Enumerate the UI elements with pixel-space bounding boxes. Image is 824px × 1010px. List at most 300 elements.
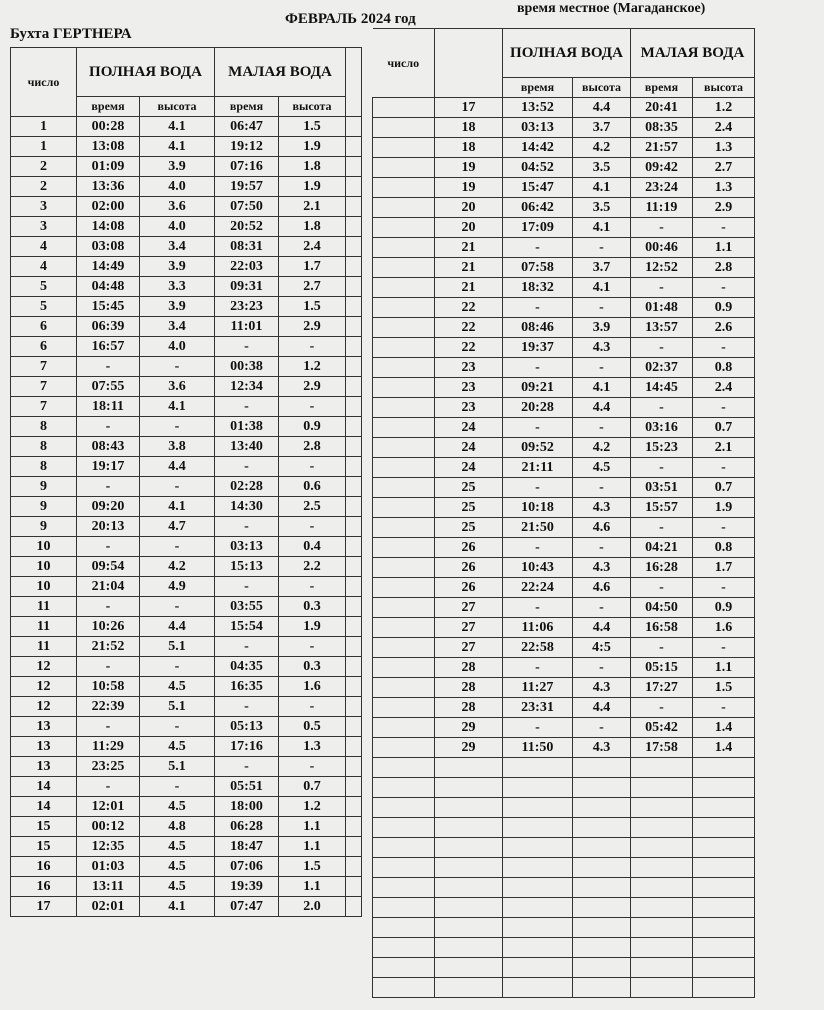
day-cell: 26 xyxy=(435,538,503,558)
high-height-cell: 3.9 xyxy=(573,318,631,338)
empty-cell xyxy=(373,278,435,298)
empty-cell xyxy=(346,197,362,217)
empty-cell xyxy=(373,658,435,678)
empty-cell xyxy=(346,457,362,477)
high-time-cell: 13:08 xyxy=(77,137,140,157)
low-height-cell: 1.1 xyxy=(279,877,346,897)
high-height-cell: 4.1 xyxy=(140,117,215,137)
low-time-cell: - xyxy=(631,518,693,538)
table-row xyxy=(373,338,755,358)
high-time-cell: 07:55 xyxy=(77,377,140,397)
day-cell: 21 xyxy=(435,258,503,278)
high-height-cell: 4.1 xyxy=(140,497,215,517)
table-row xyxy=(11,577,362,597)
high-height-cell: - xyxy=(573,718,631,738)
high-height-cell: - xyxy=(140,657,215,677)
low-time-cell: - xyxy=(215,517,279,537)
low-time-cell: 11:01 xyxy=(215,317,279,337)
low-height-cell: 1.8 xyxy=(279,217,346,237)
empty-cell xyxy=(573,858,631,878)
empty-cell xyxy=(373,878,435,898)
high-time-cell: 08:46 xyxy=(503,318,573,338)
high-height-cell: - xyxy=(140,717,215,737)
high-height-cell: 3.4 xyxy=(140,317,215,337)
high-height-cell: - xyxy=(573,418,631,438)
high-time-cell: 06:39 xyxy=(77,317,140,337)
low-time-cell: 06:47 xyxy=(215,117,279,137)
high-time-cell: 01:03 xyxy=(77,857,140,877)
empty-cell xyxy=(693,758,755,778)
table-row xyxy=(11,797,362,817)
low-height-cell: 1.7 xyxy=(279,257,346,277)
empty-cell xyxy=(693,838,755,858)
empty-cell xyxy=(373,798,435,818)
low-time-cell: 04:35 xyxy=(215,657,279,677)
empty-cell xyxy=(573,958,631,978)
high-height-cell: - xyxy=(140,357,215,377)
low-height-cell: 2.2 xyxy=(279,557,346,577)
day-cell: 22 xyxy=(435,338,503,358)
day-cell: 4 xyxy=(11,257,77,277)
empty-cell xyxy=(573,818,631,838)
high-time-cell: 21:50 xyxy=(503,518,573,538)
day-cell: 10 xyxy=(11,537,77,557)
low-height-cell: - xyxy=(693,698,755,718)
high-time-cell: - xyxy=(503,478,573,498)
low-height-cell: 1.3 xyxy=(693,178,755,198)
empty-cell xyxy=(346,597,362,617)
high-time-cell: 21:52 xyxy=(77,637,140,657)
empty-cell xyxy=(373,558,435,578)
high-height-cell: 3.3 xyxy=(140,277,215,297)
table-row xyxy=(373,638,755,658)
day-cell: 21 xyxy=(435,238,503,258)
day-cell: 2 xyxy=(11,157,77,177)
table-row xyxy=(373,378,755,398)
empty-cell xyxy=(346,897,362,917)
table-row xyxy=(373,658,755,678)
high-time-cell: 11:29 xyxy=(77,737,140,757)
empty-cell xyxy=(693,978,755,998)
high-time-cell: 15:47 xyxy=(503,178,573,198)
high-time-cell: 22:58 xyxy=(503,638,573,658)
day-cell: 26 xyxy=(435,558,503,578)
empty-cell xyxy=(435,838,503,858)
empty-cell xyxy=(346,337,362,357)
low-time-cell: 20:52 xyxy=(215,217,279,237)
high-height-cell: 4.3 xyxy=(573,558,631,578)
low-time-cell: 22:03 xyxy=(215,257,279,277)
low-time-cell: 23:23 xyxy=(215,297,279,317)
day-cell: 24 xyxy=(435,418,503,438)
table-row xyxy=(373,358,755,378)
empty-cell xyxy=(373,318,435,338)
table-row xyxy=(373,758,755,778)
low-height-cell: 0.8 xyxy=(693,538,755,558)
low-time-cell: - xyxy=(631,398,693,418)
table-row xyxy=(11,817,362,837)
col-high-time-header: время xyxy=(77,97,140,117)
table-row xyxy=(373,918,755,938)
high-time-cell: 10:18 xyxy=(503,498,573,518)
empty-cell xyxy=(346,537,362,557)
empty-cell xyxy=(346,357,362,377)
table-row xyxy=(373,278,755,298)
high-height-cell: 4.1 xyxy=(140,137,215,157)
day-cell: 18 xyxy=(435,138,503,158)
high-height-cell: 4.4 xyxy=(573,98,631,118)
low-height-cell: 1.6 xyxy=(693,618,755,638)
empty-cell xyxy=(373,158,435,178)
empty-cell xyxy=(346,237,362,257)
table-row xyxy=(11,157,362,177)
empty-cell xyxy=(373,738,435,758)
day-cell: 23 xyxy=(435,378,503,398)
table-row xyxy=(11,517,362,537)
day-cell: 10 xyxy=(11,557,77,577)
low-height-cell: 1.8 xyxy=(279,157,346,177)
high-time-cell: 19:37 xyxy=(503,338,573,358)
high-time-cell: - xyxy=(503,538,573,558)
table-row xyxy=(11,377,362,397)
low-time-cell: - xyxy=(631,578,693,598)
low-height-cell: - xyxy=(279,517,346,537)
day-cell: 16 xyxy=(11,857,77,877)
high-time-cell: 10:26 xyxy=(77,617,140,637)
high-time-cell: 01:09 xyxy=(77,157,140,177)
low-height-cell: 1.9 xyxy=(279,617,346,637)
low-height-cell: 0.4 xyxy=(279,537,346,557)
empty-cell xyxy=(693,958,755,978)
high-time-cell: - xyxy=(503,298,573,318)
day-cell: 13 xyxy=(11,737,77,757)
low-time-cell: 16:35 xyxy=(215,677,279,697)
empty-cell xyxy=(373,218,435,238)
low-height-cell: 2.7 xyxy=(279,277,346,297)
table-row xyxy=(11,637,362,657)
low-time-cell: - xyxy=(215,637,279,657)
high-time-cell: 14:08 xyxy=(77,217,140,237)
high-height-cell: 4.3 xyxy=(573,338,631,358)
day-cell: 11 xyxy=(11,597,77,617)
table-row xyxy=(373,538,755,558)
high-time-cell: 20:13 xyxy=(77,517,140,537)
col-low-water-header: МАЛАЯ ВОДА xyxy=(215,48,346,97)
low-time-cell: - xyxy=(215,577,279,597)
high-time-cell: 00:12 xyxy=(77,817,140,837)
col-high-height-header: высота xyxy=(140,97,215,117)
low-time-cell: 05:51 xyxy=(215,777,279,797)
table-row xyxy=(373,618,755,638)
day-cell: 23 xyxy=(435,398,503,418)
day-cell: 17 xyxy=(11,897,77,917)
table-row xyxy=(373,598,755,618)
empty-cell xyxy=(693,878,755,898)
low-height-cell: 1.4 xyxy=(693,738,755,758)
col-high-water-header-right: ПОЛНАЯ ВОДА xyxy=(503,29,631,78)
day-cell: 7 xyxy=(11,357,77,377)
high-height-cell: - xyxy=(140,417,215,437)
high-time-cell: 10:58 xyxy=(77,677,140,697)
high-height-cell: 3.9 xyxy=(140,257,215,277)
low-time-cell: 20:41 xyxy=(631,98,693,118)
table-row xyxy=(373,138,755,158)
high-height-cell: - xyxy=(573,658,631,678)
high-time-cell: - xyxy=(503,238,573,258)
high-height-cell: - xyxy=(573,238,631,258)
day-cell: 3 xyxy=(11,217,77,237)
high-height-cell: 4.5 xyxy=(140,837,215,857)
high-time-cell: 11:50 xyxy=(503,738,573,758)
high-height-cell: 4.1 xyxy=(573,278,631,298)
table-row xyxy=(373,318,755,338)
empty-cell xyxy=(346,657,362,677)
low-height-cell: 1.9 xyxy=(693,498,755,518)
high-height-cell: 3.9 xyxy=(140,157,215,177)
high-time-cell: - xyxy=(77,717,140,737)
high-height-cell: 3.7 xyxy=(573,258,631,278)
high-time-cell: 00:28 xyxy=(77,117,140,137)
table-row xyxy=(11,137,362,157)
empty-cell xyxy=(435,978,503,998)
table-row xyxy=(373,678,755,698)
high-time-cell: 06:42 xyxy=(503,198,573,218)
low-time-cell: - xyxy=(631,218,693,238)
high-time-cell: 11:06 xyxy=(503,618,573,638)
day-cell: 5 xyxy=(11,277,77,297)
high-time-cell: - xyxy=(77,417,140,437)
empty-cell xyxy=(435,758,503,778)
empty-cell xyxy=(573,918,631,938)
table-row xyxy=(373,578,755,598)
high-height-cell: 4.3 xyxy=(573,498,631,518)
empty-cell xyxy=(573,878,631,898)
high-height-cell: 4.9 xyxy=(140,577,215,597)
high-height-cell: - xyxy=(573,598,631,618)
high-time-cell: - xyxy=(503,418,573,438)
low-height-cell: 0.3 xyxy=(279,657,346,677)
low-time-cell: 14:30 xyxy=(215,497,279,517)
table-row xyxy=(373,858,755,878)
low-height-cell: 2.4 xyxy=(693,118,755,138)
low-height-cell: 2.0 xyxy=(279,897,346,917)
day-cell: 12 xyxy=(11,657,77,677)
day-cell: 28 xyxy=(435,698,503,718)
tide-table-right xyxy=(372,28,755,998)
empty-cell xyxy=(373,618,435,638)
table-row xyxy=(11,597,362,617)
low-height-cell: 0.8 xyxy=(693,358,755,378)
day-cell: 6 xyxy=(11,337,77,357)
high-height-cell: 4.4 xyxy=(140,617,215,637)
table-row xyxy=(373,258,755,278)
day-cell: 25 xyxy=(435,478,503,498)
low-time-cell: 06:28 xyxy=(215,817,279,837)
high-height-cell: 4.3 xyxy=(573,738,631,758)
empty-cell xyxy=(346,177,362,197)
low-time-cell: - xyxy=(215,337,279,357)
table-row xyxy=(373,458,755,478)
high-time-cell: - xyxy=(503,598,573,618)
table-row xyxy=(373,698,755,718)
col-high-height-header-right: высота xyxy=(573,78,631,98)
day-cell: 24 xyxy=(435,438,503,458)
low-height-cell: 1.6 xyxy=(279,677,346,697)
high-height-cell: 4.0 xyxy=(140,337,215,357)
empty-cell xyxy=(435,958,503,978)
empty-cell xyxy=(503,938,573,958)
timezone-note: время местное (Магаданское) xyxy=(517,1,706,16)
day-cell: 1 xyxy=(11,137,77,157)
empty-cell xyxy=(346,317,362,337)
empty-cell xyxy=(346,757,362,777)
low-height-cell: - xyxy=(279,397,346,417)
empty-cell xyxy=(346,217,362,237)
low-time-cell: 03:13 xyxy=(215,537,279,557)
day-cell: 13 xyxy=(11,717,77,737)
high-height-cell: 4.6 xyxy=(573,518,631,538)
day-cell: 14 xyxy=(11,777,77,797)
table-row xyxy=(11,497,362,517)
empty-cell xyxy=(435,898,503,918)
day-cell: 8 xyxy=(11,437,77,457)
empty-cell xyxy=(373,358,435,378)
high-time-cell: 23:25 xyxy=(77,757,140,777)
high-time-cell: 02:01 xyxy=(77,897,140,917)
day-cell: 9 xyxy=(11,517,77,537)
table-row xyxy=(11,197,362,217)
empty-cell xyxy=(631,818,693,838)
table-row xyxy=(373,198,755,218)
high-height-cell: 4.4 xyxy=(573,618,631,638)
empty-cell xyxy=(346,877,362,897)
low-time-cell: - xyxy=(631,338,693,358)
table-row xyxy=(373,558,755,578)
low-height-cell: 2.8 xyxy=(279,437,346,457)
low-time-cell: - xyxy=(631,458,693,478)
low-time-cell: 18:00 xyxy=(215,797,279,817)
day-cell: 23 xyxy=(435,358,503,378)
high-time-cell: 15:45 xyxy=(77,297,140,317)
low-time-cell: 17:58 xyxy=(631,738,693,758)
low-height-cell: 1.5 xyxy=(279,117,346,137)
bay-name: Бухта ГЕРТНЕРА xyxy=(10,26,132,42)
empty-cell xyxy=(346,577,362,597)
empty-cell xyxy=(373,98,435,118)
empty-cell xyxy=(373,418,435,438)
empty-cell xyxy=(346,157,362,177)
high-height-cell: 5.1 xyxy=(140,697,215,717)
empty-cell xyxy=(373,518,435,538)
low-height-cell: 1.1 xyxy=(693,658,755,678)
high-time-cell: 21:04 xyxy=(77,577,140,597)
table-row xyxy=(11,357,362,377)
low-height-cell: 0.7 xyxy=(693,478,755,498)
table-row xyxy=(11,777,362,797)
empty-cell xyxy=(503,978,573,998)
day-cell: 24 xyxy=(435,458,503,478)
empty-cell xyxy=(631,958,693,978)
table-row xyxy=(373,878,755,898)
low-time-cell: 17:27 xyxy=(631,678,693,698)
empty-cell xyxy=(435,938,503,958)
low-time-cell: 14:45 xyxy=(631,378,693,398)
high-height-cell: 4.5 xyxy=(140,877,215,897)
high-time-cell: 17:09 xyxy=(503,218,573,238)
table-row xyxy=(373,938,755,958)
table-row xyxy=(11,677,362,697)
empty-cell xyxy=(346,377,362,397)
high-time-cell: - xyxy=(503,658,573,678)
table-row xyxy=(11,757,362,777)
table-row xyxy=(11,417,362,437)
day-cell: 15 xyxy=(11,817,77,837)
high-height-cell: 4.5 xyxy=(140,857,215,877)
high-height-cell: - xyxy=(140,477,215,497)
low-height-cell: 0.7 xyxy=(693,418,755,438)
low-height-cell: 1.1 xyxy=(279,837,346,857)
day-cell: 19 xyxy=(435,158,503,178)
table-row xyxy=(373,418,755,438)
day-cell: 27 xyxy=(435,638,503,658)
empty-cell xyxy=(693,858,755,878)
low-time-cell: 13:40 xyxy=(215,437,279,457)
high-time-cell: - xyxy=(503,358,573,378)
high-height-cell: 4.4 xyxy=(140,457,215,477)
table-row xyxy=(11,397,362,417)
empty-cell xyxy=(346,857,362,877)
empty-cell xyxy=(346,137,362,157)
low-time-cell: 15:54 xyxy=(215,617,279,637)
table-row xyxy=(11,457,362,477)
day-cell: 27 xyxy=(435,618,503,638)
low-time-cell: 16:28 xyxy=(631,558,693,578)
high-time-cell: 19:17 xyxy=(77,457,140,477)
low-height-cell: 2.9 xyxy=(279,377,346,397)
low-height-cell: 2.6 xyxy=(693,318,755,338)
low-height-cell: 2.9 xyxy=(279,317,346,337)
high-height-cell: 3.9 xyxy=(140,297,215,317)
low-time-cell: 19:12 xyxy=(215,137,279,157)
high-time-cell: 12:01 xyxy=(77,797,140,817)
empty-cell xyxy=(693,778,755,798)
high-height-cell: 5.1 xyxy=(140,637,215,657)
table-row xyxy=(373,798,755,818)
empty-cell xyxy=(373,338,435,358)
empty-cell xyxy=(435,858,503,878)
empty-cell xyxy=(373,858,435,878)
empty-cell xyxy=(346,417,362,437)
empty-cell xyxy=(503,958,573,978)
day-cell: 1 xyxy=(11,117,77,137)
low-height-cell: 0.9 xyxy=(693,598,755,618)
high-time-cell: - xyxy=(77,357,140,377)
high-height-cell: - xyxy=(140,777,215,797)
low-time-cell: 15:57 xyxy=(631,498,693,518)
empty-cell xyxy=(693,898,755,918)
low-height-cell: 1.2 xyxy=(693,98,755,118)
table-row xyxy=(373,158,755,178)
low-height-cell: 1.9 xyxy=(279,177,346,197)
empty-cell xyxy=(631,878,693,898)
col-low-height-header-right: высота xyxy=(693,78,755,98)
table-row xyxy=(11,257,362,277)
low-time-cell: 13:57 xyxy=(631,318,693,338)
table-row xyxy=(11,117,362,137)
empty-cell xyxy=(373,398,435,418)
high-height-cell: 4.3 xyxy=(573,678,631,698)
table-row xyxy=(11,617,362,637)
